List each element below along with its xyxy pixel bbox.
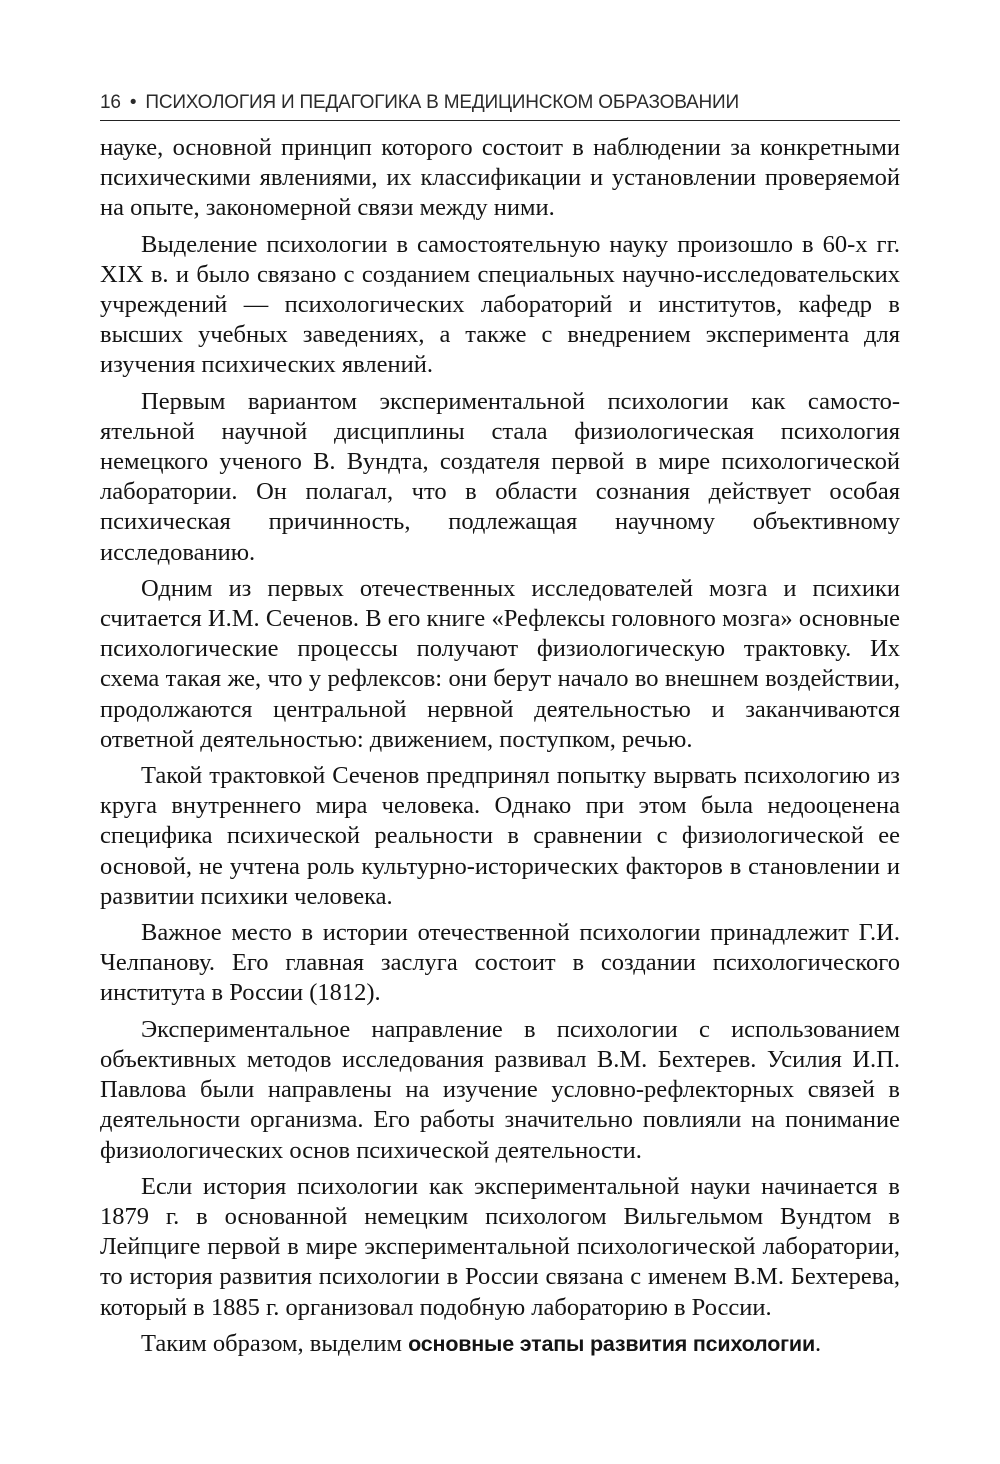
paragraph-conclusion: [100, 1329, 900, 1359]
paragraph: Первым вариантом экспериментальной психологии как самостоятельной научной дисциплины стала физиологическая психология немецкого ученого В. Вундта, создателя первой в мире психологической лаборатории. Он полагал, что в области сознания действует особая психическая причинность, подлежащая научному объективному исследованию.: [100, 387, 900, 566]
conclusion-end: .: [814, 1329, 822, 1357]
paragraph: Выделение психологии в самостоятельную науку произошло в 60-х гг. XIX в. и было связано с созданием специальных научно-исследовательских учреждений — психологических лабораторий и институтов, кафедр в высших учебных заведениях, а также с внедрением эксперимента для изучения психических явлений.: [100, 230, 900, 379]
conclusion-emphasis: основные этапы развития психологии: [408, 1331, 815, 1356]
paragraph-continued: науке, основной принцип которого состоит в наблюдении за конкретными психическими явлениями, их классификации и установлении проверяемой на опыте, закономерной связи между ними.: [100, 134, 900, 222]
paragraph: Важное место в истории отечественной психологии принадлежит Г.И. Челпанову. Его главная заслуга состоит в создании психологического института в России (1812).: [100, 919, 900, 1007]
body-text: [100, 133, 900, 1359]
paragraph: Одним из первых отечественных исследователей мозга и психики считается И.М. Сеченов. В его книге «Рефлексы головного мозга» основные психологические процессы получают физиологическую трактовку. Их схема такая же, что у рефлексов: они берут начало во внешнем воздействии, продолжаются центральной нервной деятельностью и заканчиваются ответной деятельностью: движением, поступком, речью.: [100, 574, 900, 753]
paragraph: Если история психологии как экспериментальной науки начинается в 1879 г. в основанной немецким психологом Вильгельмом Вундтом в Лейпциге первой в мире экспериментальной психологической лаборатории, то история развития психологии в России связана с именем В.М. Бехтерева, который в 1885 г. организовал подобную лабораторию в России.: [100, 1172, 900, 1321]
running-header: [100, 92, 900, 121]
conclusion-lead: Таким образом, выделим: [141, 1329, 409, 1357]
paragraph: Экспериментальное направление в психологии с использованием объективных методов исследования развивал В.М. Бехтерев. Усилия И.П. Павлова были направлены на изучение условно-рефлекторных связей в деятельности организма. Его работы значительно повлияли на понимание физиологических основ психической деятельности.: [100, 1015, 900, 1164]
book-page: [100, 92, 900, 1359]
page-number: 16: [100, 92, 121, 113]
header-bullet: •: [129, 92, 137, 113]
paragraph: Такой трактовкой Сеченов предпринял попытку вырвать психологию из круга внутреннего мира человека. Однако при этом была недооценена специфика психической реальности в сравнении с физиологической ее основой, не учтена роль культурно-исторических факторов в становлении и развитии психики человека.: [100, 762, 900, 910]
book-title: ПСИХОЛОГИЯ И ПЕДАГОГИКА В МЕДИЦИНСКОМ ОБРАЗОВАНИИ: [145, 92, 739, 113]
